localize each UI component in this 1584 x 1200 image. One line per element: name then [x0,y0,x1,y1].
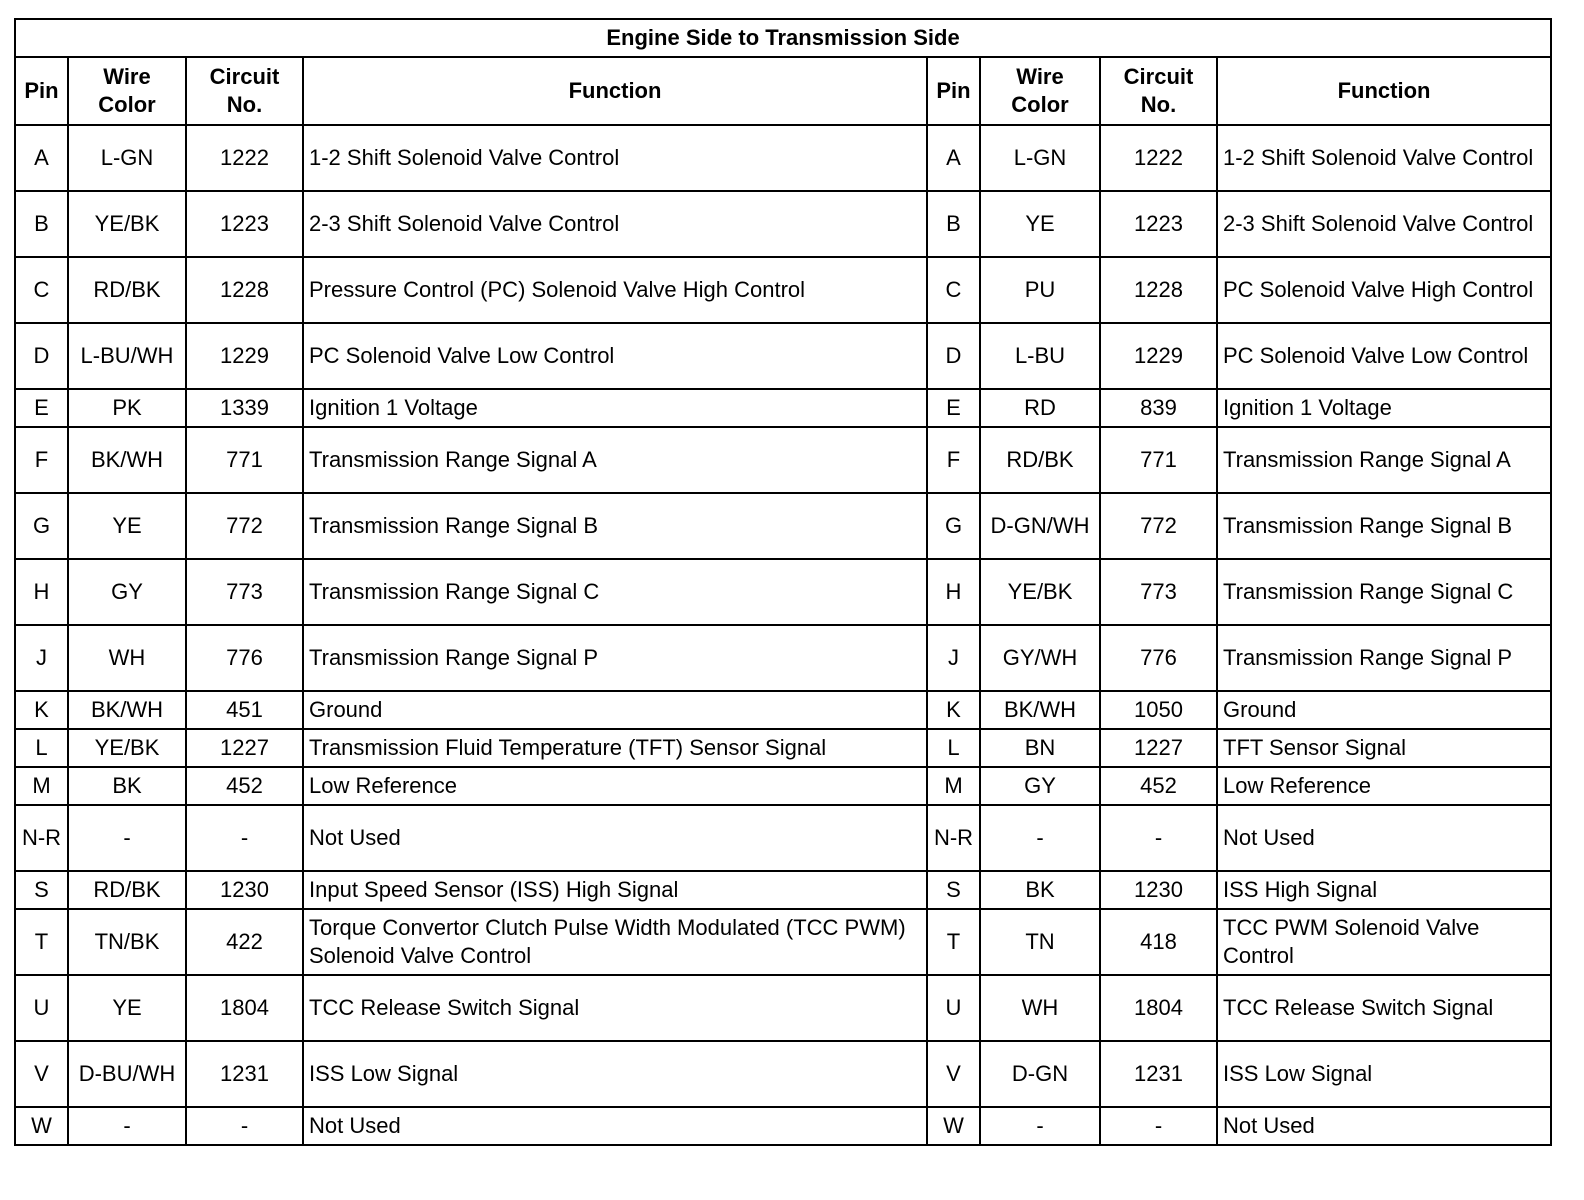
trans-function-cell: PC Solenoid Valve High Control [1217,257,1551,323]
engine-wire-color-cell: BK [68,767,186,805]
table-row [15,257,1551,323]
engine-wire-color-cell: RD/BK [68,871,186,909]
engine-pin-cell: V [15,1041,68,1107]
engine-circuit-number-cell: 1227 [186,729,303,767]
engine-circuit-number-cell: 1231 [186,1041,303,1107]
engine-circuit-number-cell: - [186,1107,303,1145]
trans-circuit-number-cell: 839 [1100,389,1217,427]
engine-function-cell: Transmission Range Signal B [303,493,927,559]
trans-circuit-number-cell: 771 [1100,427,1217,493]
engine-pin-cell: D [15,323,68,389]
engine-wire-color-cell: - [68,805,186,871]
trans-pin-header: Pin [927,57,980,125]
engine-circuit-number-cell: 1339 [186,389,303,427]
trans-pin-cell: C [927,257,980,323]
engine-function-cell: 2-3 Shift Solenoid Valve Control [303,191,927,257]
trans-function-cell: Not Used [1217,1107,1551,1145]
engine-circuit-number-cell: 1223 [186,191,303,257]
trans-wire-color-cell: D-GN/WH [980,493,1100,559]
trans-circuit-number-cell: 452 [1100,767,1217,805]
table-row [15,729,1551,767]
trans-wire-color-cell: GY [980,767,1100,805]
engine-pin-cell: L [15,729,68,767]
trans-pin-cell: B [927,191,980,257]
trans-pin-cell: U [927,975,980,1041]
engine-pin-cell: W [15,1107,68,1145]
table-row [15,389,1551,427]
table-row [15,871,1551,909]
engine-wire-color-cell: BK/WH [68,427,186,493]
engine-pin-cell: B [15,191,68,257]
trans-circuit-number-cell: 1804 [1100,975,1217,1041]
trans-pin-cell: W [927,1107,980,1145]
engine-wire-color-cell: PK [68,389,186,427]
trans-wire-color-cell: TN [980,909,1100,975]
engine-function-cell: Transmission Range Signal P [303,625,927,691]
engine-circuit-number-cell: 422 [186,909,303,975]
trans-circuit-number-cell: - [1100,1107,1217,1145]
engine-pin-cell: J [15,625,68,691]
trans-wire-color-cell: BK/WH [980,691,1100,729]
trans-wire-color-cell: L-BU [980,323,1100,389]
table-row [15,323,1551,389]
trans-function-cell: TCC Release Switch Signal [1217,975,1551,1041]
engine-circuit-number-cell: 773 [186,559,303,625]
engine-pin-cell: E [15,389,68,427]
engine-function-cell: Transmission Range Signal C [303,559,927,625]
engine-circuit-number-cell: - [186,805,303,871]
engine-function-cell: Transmission Fluid Temperature (TFT) Sensor Signal [303,729,927,767]
trans-circuit-number-cell: 1050 [1100,691,1217,729]
engine-wire-color-cell: YE [68,493,186,559]
engine-function-cell: Not Used [303,1107,927,1145]
engine-pin-cell: A [15,125,68,191]
table-row [15,767,1551,805]
trans-function-cell: Low Reference [1217,767,1551,805]
table-title: Engine Side to Transmission Side [15,19,1551,57]
trans-function-cell: Transmission Range Signal A [1217,427,1551,493]
engine-function-cell: Not Used [303,805,927,871]
trans-pin-cell: F [927,427,980,493]
engine-wire-color-cell: - [68,1107,186,1145]
engine-circuit-number-cell: 451 [186,691,303,729]
engine-function-cell: Ground [303,691,927,729]
trans-pin-cell: A [927,125,980,191]
engine-function-cell: Pressure Control (PC) Solenoid Valve High Control [303,257,927,323]
engine-circuit-number-cell: 772 [186,493,303,559]
trans-pin-cell: H [927,559,980,625]
trans-function-cell: Ignition 1 Voltage [1217,389,1551,427]
engine-wire-color-cell: YE/BK [68,191,186,257]
trans-function-cell: ISS High Signal [1217,871,1551,909]
trans-function-cell: Ground [1217,691,1551,729]
trans-circuit-number-cell: 773 [1100,559,1217,625]
trans-wire-color-cell: BK [980,871,1100,909]
engine-pin-cell: C [15,257,68,323]
trans-wire-color-cell: L-GN [980,125,1100,191]
trans-function-cell: Transmission Range Signal B [1217,493,1551,559]
engine-pin-cell: S [15,871,68,909]
trans-circuit-number-cell: 1229 [1100,323,1217,389]
trans-circuit-number-cell: 772 [1100,493,1217,559]
table-row [15,559,1551,625]
trans-wire-color-cell: PU [980,257,1100,323]
engine-wire-color-cell: GY [68,559,186,625]
trans-wire-color-cell: YE [980,191,1100,257]
trans-pin-cell: M [927,767,980,805]
trans-circuit-number-cell: 1227 [1100,729,1217,767]
table-row [15,1041,1551,1107]
engine-pin-cell: M [15,767,68,805]
trans-wire-color-cell: - [980,1107,1100,1145]
engine-wire-color-cell: TN/BK [68,909,186,975]
engine-pin-cell: G [15,493,68,559]
trans-circuit-number-cell: 1223 [1100,191,1217,257]
trans-function-cell: TCC PWM Solenoid Valve Control [1217,909,1551,975]
connector-pinout-table [14,18,1552,1146]
column-header-row [15,57,1551,125]
engine-wire-color-cell: YE [68,975,186,1041]
engine-circuit-number-cell: 1804 [186,975,303,1041]
trans-pin-cell: N-R [927,805,980,871]
engine-circuit-number-cell: 1228 [186,257,303,323]
trans-wire-color-cell: D-GN [980,1041,1100,1107]
table-row [15,805,1551,871]
table-row [15,909,1551,975]
trans-circuit-number-cell: 1228 [1100,257,1217,323]
engine-function-header: Function [303,57,927,125]
trans-function-cell: 2-3 Shift Solenoid Valve Control [1217,191,1551,257]
trans-pin-cell: K [927,691,980,729]
engine-function-cell: Ignition 1 Voltage [303,389,927,427]
trans-pin-cell: D [927,323,980,389]
table-row [15,427,1551,493]
trans-pin-cell: T [927,909,980,975]
engine-function-cell: Low Reference [303,767,927,805]
trans-function-cell: ISS Low Signal [1217,1041,1551,1107]
trans-wire-color-cell: WH [980,975,1100,1041]
trans-function-cell: Transmission Range Signal C [1217,559,1551,625]
engine-pin-cell: F [15,427,68,493]
engine-circuit-number-cell: 1230 [186,871,303,909]
engine-pin-cell: U [15,975,68,1041]
engine-function-cell: Transmission Range Signal A [303,427,927,493]
trans-wire-color-cell: YE/BK [980,559,1100,625]
trans-pin-cell: G [927,493,980,559]
trans-function-cell: PC Solenoid Valve Low Control [1217,323,1551,389]
trans-function-cell: Transmission Range Signal P [1217,625,1551,691]
engine-circuit-number-cell: 1222 [186,125,303,191]
engine-wire-color-cell: WH [68,625,186,691]
engine-circuit-number-cell: 771 [186,427,303,493]
table-row [15,975,1551,1041]
engine-wire-color-cell: L-BU/WH [68,323,186,389]
table-row [15,691,1551,729]
engine-wire-color-cell: L-GN [68,125,186,191]
engine-wire-color-cell: D-BU/WH [68,1041,186,1107]
table-row [15,191,1551,257]
trans-pin-cell: V [927,1041,980,1107]
table-row [15,125,1551,191]
engine-function-cell: Torque Convertor Clutch Pulse Width Modulated (TCC PWM) Solenoid Valve Control [303,909,927,975]
engine-pin-cell: K [15,691,68,729]
engine-circuit-number-cell: 776 [186,625,303,691]
engine-circuit-number-cell: 1229 [186,323,303,389]
engine-pin-header: Pin [15,57,68,125]
trans-circuit-number-cell: 418 [1100,909,1217,975]
trans-circuit-number-cell: 1222 [1100,125,1217,191]
engine-circuit-header: Circuit No. [186,57,303,125]
engine-wire-color-cell: RD/BK [68,257,186,323]
engine-wire-color-cell: BK/WH [68,691,186,729]
table-row [15,1107,1551,1145]
engine-function-cell: 1-2 Shift Solenoid Valve Control [303,125,927,191]
trans-pin-cell: J [927,625,980,691]
trans-function-cell: 1-2 Shift Solenoid Valve Control [1217,125,1551,191]
trans-function-cell: Not Used [1217,805,1551,871]
engine-pin-cell: H [15,559,68,625]
trans-circuit-number-cell: 1231 [1100,1041,1217,1107]
engine-wire-color-header: Wire Color [68,57,186,125]
table-row [15,625,1551,691]
table-row [15,493,1551,559]
trans-wire-color-cell: BN [980,729,1100,767]
engine-wire-color-cell: YE/BK [68,729,186,767]
trans-wire-color-header: Wire Color [980,57,1100,125]
trans-wire-color-cell: - [980,805,1100,871]
trans-pin-cell: S [927,871,980,909]
trans-function-cell: TFT Sensor Signal [1217,729,1551,767]
trans-circuit-number-cell: 776 [1100,625,1217,691]
trans-wire-color-cell: RD/BK [980,427,1100,493]
engine-function-cell: PC Solenoid Valve Low Control [303,323,927,389]
engine-circuit-number-cell: 452 [186,767,303,805]
trans-wire-color-cell: RD [980,389,1100,427]
engine-function-cell: Input Speed Sensor (ISS) High Signal [303,871,927,909]
engine-function-cell: ISS Low Signal [303,1041,927,1107]
engine-pin-cell: N-R [15,805,68,871]
trans-wire-color-cell: GY/WH [980,625,1100,691]
trans-circuit-number-cell: 1230 [1100,871,1217,909]
engine-pin-cell: T [15,909,68,975]
trans-function-header: Function [1217,57,1551,125]
trans-circuit-number-cell: - [1100,805,1217,871]
trans-pin-cell: E [927,389,980,427]
trans-pin-cell: L [927,729,980,767]
trans-circuit-header: Circuit No. [1100,57,1217,125]
engine-function-cell: TCC Release Switch Signal [303,975,927,1041]
